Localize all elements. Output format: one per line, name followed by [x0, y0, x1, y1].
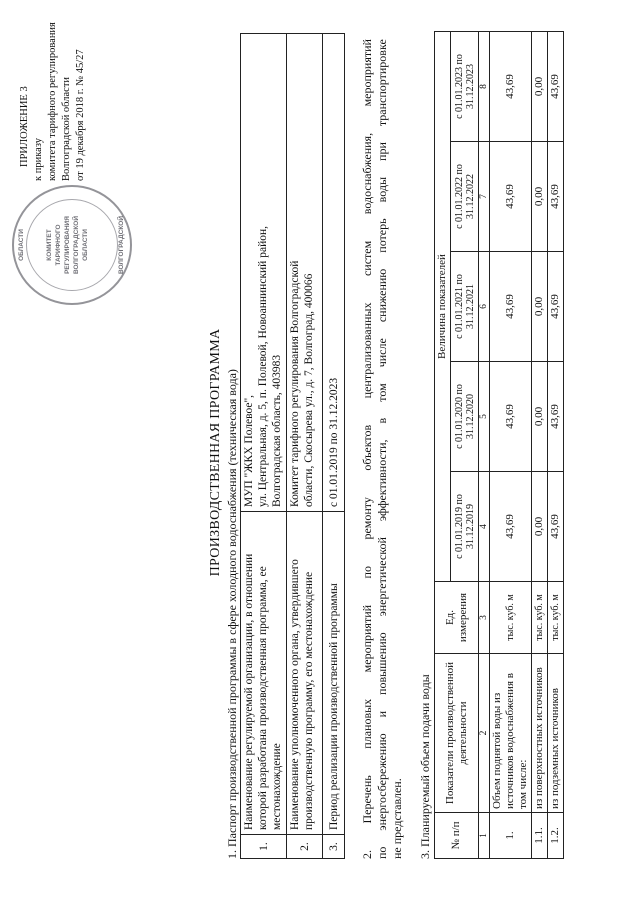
row-value: 0,00 [532, 252, 548, 362]
paragraph-word: числе [375, 338, 389, 368]
section-2-line-1 [360, 39, 375, 859]
passport-value-line: Комитет тарифного регулирования Волгоградской [289, 260, 301, 507]
passport-row-organization [241, 34, 287, 859]
passport-row-num: 3. [323, 835, 345, 859]
row-value: 43,69 [490, 32, 532, 142]
row-unit: тыс. куб. м [548, 582, 564, 654]
paragraph-word: повышению [375, 632, 389, 695]
section-2-line-3: не представлен. [390, 778, 404, 859]
paragraph-word: при [375, 142, 389, 161]
paragraph-word: и [375, 710, 389, 718]
row-value: 43,69 [548, 142, 564, 252]
row-num: 1.1. [532, 813, 548, 859]
passport-value-line: области, Скосырева ул., д. 7, Волгоград, 400066 [303, 273, 315, 507]
column-index: 4 [479, 472, 490, 582]
paragraph-word: по [375, 846, 389, 859]
stamp-ring-bottom: ВОЛГОГРАДСКОЙ [118, 215, 125, 275]
stamp-line-3: РЕГУЛИРОВАНИЯ [64, 216, 71, 274]
passport-value-line: ул. Центральная, д. 5, п. Полевой, Новоаннинский район, [257, 226, 269, 507]
paragraph-word: энергосбережению [375, 733, 389, 831]
header-period: с 01.01.2022 по 31.12.2022 [451, 142, 479, 252]
paragraph-word: воды [375, 176, 389, 203]
passport-table [240, 33, 345, 859]
row-name: из подземных источников [548, 654, 564, 813]
passport-row-value [287, 34, 323, 512]
appendix-committee: комитета тарифного регулирования [47, 22, 58, 181]
column-index: 7 [479, 142, 490, 252]
paragraph-word: энергетической [375, 537, 389, 617]
row-value: 43,69 [548, 32, 564, 142]
paragraph-word: мероприятий [360, 39, 374, 107]
paragraph-word: объектов [360, 424, 374, 471]
row-value: 0,00 [532, 142, 548, 252]
paragraph-word: централизованных [360, 302, 374, 399]
appendix-label: ПРИЛОЖЕНИЕ 3 [19, 86, 30, 167]
header-row-group [435, 32, 451, 859]
row-value: 43,69 [490, 252, 532, 362]
row-unit: тыс. куб. м [532, 582, 548, 654]
passport-row-authority [287, 34, 323, 859]
passport-value-line: Волгоградская область, 403983 [271, 354, 283, 507]
row-value: 43,69 [490, 142, 532, 252]
document-title: ПРОИЗВОДСТВЕННАЯ ПРОГРАММА [208, 328, 223, 577]
row-value: 43,69 [548, 472, 564, 582]
stamp-line-2: ТАРИФНОГО [55, 224, 62, 266]
stamp-line-1: КОМИТЕТ [46, 229, 53, 261]
passport-row-num: 1. [241, 835, 287, 859]
header-period: с 01.01.2019 по 31.12.2019 [451, 472, 479, 582]
paragraph-word: эффективности, [375, 439, 389, 522]
passport-row-value: с 01.01.2019 по 31.12.2023 [323, 34, 345, 512]
row-num: 1.2. [548, 813, 564, 859]
table-row [548, 32, 564, 859]
row-value: 0,00 [532, 32, 548, 142]
appendix-header [18, 5, 88, 255]
appendix-region: Волгоградской области [61, 76, 72, 181]
header-values-group: Величина показателей [435, 32, 451, 582]
column-index: 3 [479, 582, 490, 654]
column-index-row [479, 32, 490, 859]
paragraph-word: мероприятий [360, 604, 374, 673]
column-index: 2 [479, 654, 490, 813]
paragraph-word: потерь [375, 218, 389, 253]
stamp-line-5: ОБЛАСТИ [82, 229, 89, 261]
row-value: 43,69 [548, 252, 564, 362]
section-2-line-2 [375, 39, 390, 859]
header-indicator: Показатели производственной деятельности [435, 654, 479, 813]
row-value: 43,69 [490, 472, 532, 582]
paragraph-word: снижению [375, 268, 389, 323]
paragraph-word: Перечень [360, 775, 374, 824]
paragraph-word: том [375, 383, 389, 402]
passport-row-num: 2. [287, 835, 323, 859]
passport-row-label: Наименование уполномоченного органа, утвердившего производственную программу, его местонахождение [287, 512, 323, 835]
stamp-ring-top: ОБЛАСТИ [18, 229, 25, 261]
column-index: 1 [479, 813, 490, 859]
row-name: из поверхностных источников [532, 654, 548, 813]
passport-row-label: Период реализации производственной программы [323, 512, 345, 835]
table-row [532, 32, 548, 859]
column-index: 8 [479, 32, 490, 142]
column-index: 6 [479, 252, 490, 362]
header-period: с 01.01.2023 по 31.12.2023 [451, 32, 479, 142]
appendix-date-number: от 19 декабря 2018 г. № 45/27 [75, 49, 86, 181]
paragraph-word: 2. [360, 850, 374, 859]
section-2-paragraph [360, 39, 405, 859]
passport-value-line: МУП "ЖКХ Полевое", [243, 394, 255, 507]
row-num: 1. [490, 813, 532, 859]
section-3-heading: 3. Планируемый объем подачи воды [418, 674, 432, 859]
passport-row-period [323, 34, 345, 859]
paragraph-word: ремонту [360, 497, 374, 540]
paragraph-word: водоснабжения, [360, 132, 374, 215]
header-period: с 01.01.2021 по 31.12.2021 [451, 252, 479, 362]
header-period: с 01.01.2020 по 31.12.2020 [451, 362, 479, 472]
row-value: 43,69 [548, 362, 564, 472]
paragraph-word: транспортировке [375, 39, 389, 127]
paragraph-word: в [375, 417, 389, 424]
paragraph-word: систем [360, 240, 374, 277]
table-row [490, 32, 532, 859]
water-volume-table [434, 31, 564, 859]
row-unit: тыс. куб. м [490, 582, 532, 654]
header-num: № п/п [435, 813, 479, 859]
passport-row-label: Наименование регулируемой организации, в отношении которой разработана производственная программа, ее местонахождение [241, 512, 287, 835]
paragraph-word: по [360, 566, 374, 579]
paragraph-word: плановых [360, 698, 374, 749]
row-name: Объем поднятой воды из источников водоснабжения в том числе: [490, 654, 532, 813]
header-unit: Ед. измерения [435, 582, 479, 654]
appendix-to-order: к приказу [33, 138, 44, 181]
row-value: 43,69 [490, 362, 532, 472]
row-value: 0,00 [532, 362, 548, 472]
row-value: 0,00 [532, 472, 548, 582]
stamp-line-4: ВОЛГОГРАДСКОЙ [73, 215, 80, 275]
section-1-heading: 1. Паспорт производственной программы в сфере холодного водоснабжения (техническая вода) [225, 369, 239, 859]
column-index: 5 [479, 362, 490, 472]
passport-row-value [241, 34, 287, 512]
